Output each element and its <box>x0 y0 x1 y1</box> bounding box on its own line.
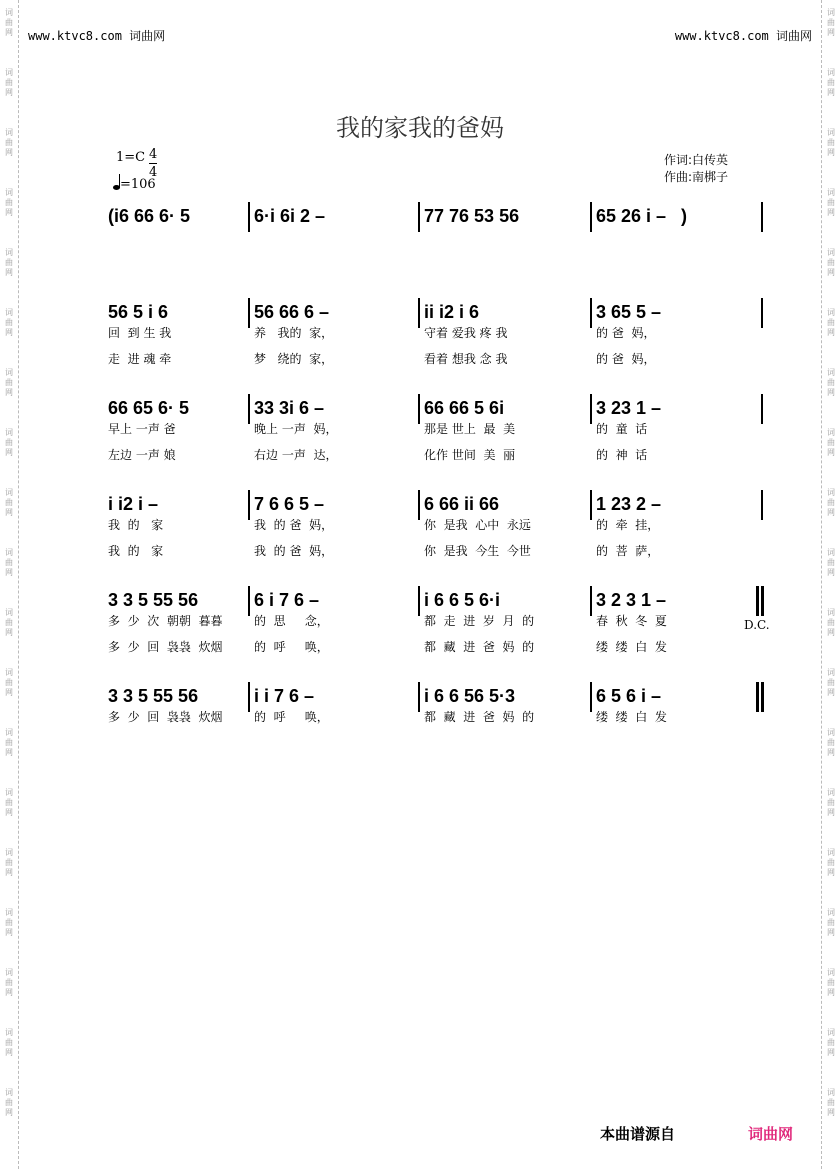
watermark-unit <box>822 180 840 240</box>
watermark-char: 网 <box>827 148 835 157</box>
watermark-char: 网 <box>827 268 835 277</box>
measure-lyrics: 春 秋 冬 夏 <box>596 614 667 628</box>
barline <box>761 394 763 424</box>
watermark-char: 网 <box>827 1108 835 1117</box>
watermark-char: 网 <box>5 868 13 877</box>
watermark-char: 网 <box>827 988 835 997</box>
watermark-unit <box>822 420 840 480</box>
measure-notes: i 6 6 5 6·i <box>424 590 501 610</box>
measure-lyrics: 左边 一声 娘 <box>108 448 176 462</box>
watermark-unit <box>822 360 840 420</box>
watermark-char: 网 <box>5 928 13 937</box>
left-watermark-strip <box>0 0 19 1169</box>
watermark-char: 词 <box>5 548 13 557</box>
watermark-char: 曲 <box>5 1038 13 1047</box>
watermark-unit <box>0 240 18 300</box>
barline <box>761 202 763 232</box>
time-top: 4 <box>149 147 158 162</box>
barline <box>248 394 250 424</box>
watermark-char: 曲 <box>5 378 13 387</box>
measure-lyrics: 都 藏 进 爸 妈 的 <box>424 710 535 724</box>
watermark-char: 词 <box>827 188 835 197</box>
watermark-char: 词 <box>5 608 13 617</box>
watermark-char: 网 <box>5 688 13 697</box>
watermark-char: 词 <box>5 488 13 497</box>
watermark-unit <box>0 1020 18 1080</box>
watermark-char: 词 <box>5 668 13 677</box>
barline <box>418 682 420 712</box>
watermark-unit <box>822 780 840 840</box>
measure-notes: i 6 6 56 5·3 <box>424 686 516 706</box>
measure-lyrics: 那是 世上 最 美 <box>424 422 516 436</box>
watermark-char: 曲 <box>827 918 835 927</box>
measure-lyrics: 都 走 进 岁 月 的 <box>424 614 535 628</box>
measure-notes: 3 2 3 1 – <box>596 590 667 610</box>
watermark-char: 网 <box>827 508 835 517</box>
watermark-char: 词 <box>5 1088 13 1097</box>
quarter-note-icon <box>113 185 120 190</box>
watermark-char: 词 <box>827 608 835 617</box>
watermark-char: 网 <box>5 268 13 277</box>
watermark-unit <box>0 840 18 900</box>
watermark-unit <box>822 480 840 540</box>
time-bottom: 4 <box>149 165 158 180</box>
watermark-char: 词 <box>827 428 835 437</box>
measure-lyrics: 都 藏 进 爸 妈 的 <box>424 640 535 654</box>
measure-notes: 6 5 6 i – <box>596 686 662 706</box>
measure-lyrics: 多 少 次 朝朝 暮暮 <box>108 614 223 628</box>
watermark-char: 曲 <box>827 1038 835 1047</box>
watermark-char: 词 <box>5 1028 13 1037</box>
watermark-unit <box>822 1020 840 1080</box>
measure-notes: 33 3i 6 – <box>254 398 325 418</box>
watermark-char: 曲 <box>827 978 835 987</box>
watermark-char: 网 <box>5 448 13 457</box>
watermark-char: 曲 <box>5 738 13 747</box>
barline <box>418 586 420 616</box>
watermark-char: 曲 <box>827 18 835 27</box>
watermark-char: 曲 <box>827 378 835 387</box>
measure-lyrics: 走 进 魂 牵 <box>108 352 172 366</box>
measure-lyrics: 的 牵 挂， <box>596 518 660 532</box>
watermark-char: 词 <box>827 128 835 137</box>
measure-lyrics: 我 的 家 <box>108 544 164 558</box>
tempo-marking <box>113 177 156 192</box>
watermark-char: 曲 <box>5 918 13 927</box>
measure-lyrics: 的 菩 萨， <box>596 544 660 558</box>
watermark-unit <box>822 240 840 300</box>
watermark-char: 曲 <box>5 618 13 627</box>
measure-lyrics: 我 的 家 <box>108 518 164 532</box>
dc-mark: D.C. <box>744 618 770 632</box>
barline <box>590 394 592 424</box>
measure-notes: i i2 i – <box>108 494 159 514</box>
watermark-char: 词 <box>5 128 13 137</box>
watermark-char: 曲 <box>827 738 835 747</box>
watermark-char: 网 <box>5 88 13 97</box>
watermark-char: 曲 <box>5 558 13 567</box>
watermark-char: 曲 <box>827 78 835 87</box>
measure-notes: 1 23 2 – <box>596 494 662 514</box>
measure-lyrics: 的 神 话 <box>596 448 648 462</box>
measure-lyrics: 缕 缕 白 发 <box>596 640 667 654</box>
watermark-char: 词 <box>827 548 835 557</box>
barline <box>590 682 592 712</box>
watermark-char: 词 <box>5 68 13 77</box>
barline <box>418 298 420 328</box>
measure-notes: 56 66 6 – <box>254 302 330 322</box>
watermark-char: 词 <box>827 248 835 257</box>
watermark-char: 词 <box>5 188 13 197</box>
watermark-char: 曲 <box>827 138 835 147</box>
measure-lyrics: 晚上 一声 妈， <box>254 422 338 436</box>
barline <box>761 490 763 520</box>
key-signature <box>116 147 158 180</box>
measure-lyrics: 右边 一声 达， <box>254 448 338 462</box>
song-title: 我的家我的爸妈 <box>336 114 504 142</box>
barline <box>590 490 592 520</box>
watermark-char: 词 <box>827 788 835 797</box>
barline <box>590 586 592 616</box>
watermark-unit <box>822 660 840 720</box>
watermark-char: 曲 <box>827 258 835 267</box>
footer-brand: 词曲网 <box>748 1125 794 1143</box>
watermark-char: 词 <box>827 1088 835 1097</box>
watermark-char: 网 <box>827 88 835 97</box>
barline <box>248 490 250 520</box>
watermark-char: 网 <box>827 568 835 577</box>
watermark-char: 词 <box>5 368 13 377</box>
watermark-char: 曲 <box>5 318 13 327</box>
watermark-char: 曲 <box>5 258 13 267</box>
measure-lyrics: 守着 爱我 疼 我 <box>424 326 508 340</box>
watermark-unit <box>822 600 840 660</box>
watermark-char: 词 <box>5 308 13 317</box>
watermark-char: 曲 <box>827 1098 835 1107</box>
measure-lyrics: 回 到 生 我 <box>108 326 172 340</box>
watermark-char: 网 <box>827 1048 835 1057</box>
watermark-char: 网 <box>827 808 835 817</box>
composer: 作曲:南梆子 <box>664 170 729 184</box>
watermark-unit <box>0 1080 18 1140</box>
measure-lyrics: 的 呼 唤， <box>254 710 329 724</box>
header-url-right: www.ktvc8.com 词曲网 <box>674 29 812 43</box>
watermark-char: 曲 <box>5 978 13 987</box>
credits <box>664 152 728 186</box>
watermark-unit <box>0 780 18 840</box>
watermark-char: 曲 <box>5 18 13 27</box>
tempo-value: =106 <box>120 177 156 192</box>
watermark-char: 词 <box>827 728 835 737</box>
measure-notes: 6·i 6i 2 – <box>254 206 326 226</box>
watermark-char: 词 <box>5 428 13 437</box>
watermark-char: 网 <box>827 628 835 637</box>
watermark-unit <box>0 0 18 60</box>
time-signature <box>149 146 157 181</box>
watermark-char: 网 <box>5 988 13 997</box>
watermark-char: 网 <box>827 388 835 397</box>
header-url-left: www.ktvc8.com 词曲网 <box>28 29 166 43</box>
measure-lyrics: 早上 一声 爸 <box>108 422 176 436</box>
watermark-char: 曲 <box>827 438 835 447</box>
watermark-unit <box>0 540 18 600</box>
watermark-unit <box>0 300 18 360</box>
barline <box>761 586 764 616</box>
watermark-char: 词 <box>827 1028 835 1037</box>
watermark-char: 曲 <box>5 438 13 447</box>
watermark-char: 网 <box>5 208 13 217</box>
key-label: 1=C <box>116 150 146 165</box>
watermark-char: 曲 <box>5 678 13 687</box>
watermark-char: 词 <box>5 968 13 977</box>
measure-lyrics: 多 少 回 袅袅 炊烟 <box>108 640 223 654</box>
watermark-unit <box>0 420 18 480</box>
watermark-unit <box>0 960 18 1020</box>
measure-notes: 65 26 i – ) <box>596 206 688 226</box>
measure-notes: 6 i 7 6 – <box>254 590 320 610</box>
barline <box>418 490 420 520</box>
watermark-char: 词 <box>5 848 13 857</box>
measure-lyrics: 看着 想我 念 我 <box>424 352 508 366</box>
watermark-char: 词 <box>827 848 835 857</box>
watermark-unit <box>822 960 840 1020</box>
lyricist: 作词:白传英 <box>664 153 729 167</box>
watermark-char: 网 <box>5 148 13 157</box>
watermark-char: 网 <box>827 208 835 217</box>
watermark-char: 词 <box>827 968 835 977</box>
barline <box>590 202 592 232</box>
watermark-char: 曲 <box>827 858 835 867</box>
watermark-char: 曲 <box>5 138 13 147</box>
watermark-char: 词 <box>827 368 835 377</box>
watermark-char: 网 <box>827 688 835 697</box>
measure-lyrics: 我 的 爸 妈， <box>254 544 334 558</box>
watermark-char: 词 <box>827 908 835 917</box>
barline <box>761 298 763 328</box>
watermark-char: 词 <box>5 8 13 17</box>
watermark-char: 网 <box>827 928 835 937</box>
measure-lyrics: 梦 绕的 家， <box>254 352 334 366</box>
watermark-char: 网 <box>827 28 835 37</box>
watermark-char: 网 <box>827 748 835 757</box>
barline <box>590 298 592 328</box>
watermark-unit <box>0 480 18 540</box>
watermark-unit <box>822 840 840 900</box>
barline <box>248 202 250 232</box>
watermark-unit <box>822 540 840 600</box>
watermark-char: 曲 <box>827 798 835 807</box>
measure-lyrics: 缕 缕 白 发 <box>596 710 667 724</box>
watermark-char: 网 <box>5 568 13 577</box>
watermark-unit <box>822 720 840 780</box>
watermark-unit <box>822 300 840 360</box>
measure-lyrics: 养 我的 家， <box>254 326 334 340</box>
measure-lyrics: 你 是我 今生 今世 <box>424 544 531 558</box>
watermark-unit <box>822 900 840 960</box>
measure-notes: 6 66 ii 66 <box>424 494 500 514</box>
watermark-char: 网 <box>5 628 13 637</box>
measure-lyrics: 我 的 爸 妈， <box>254 518 334 532</box>
watermark-char: 网 <box>5 1108 13 1117</box>
measure-lyrics: 的 爸 妈， <box>596 352 656 366</box>
watermark-char: 词 <box>5 728 13 737</box>
watermark-unit <box>0 360 18 420</box>
watermark-unit <box>0 600 18 660</box>
watermark-unit <box>822 1080 840 1140</box>
measure-lyrics: 的 呼 唤， <box>254 640 329 654</box>
watermark-char: 网 <box>5 388 13 397</box>
watermark-char: 词 <box>5 788 13 797</box>
measure-lyrics: 化作 世间 美 丽 <box>424 448 516 462</box>
measure-notes: i i 7 6 – <box>254 686 315 706</box>
watermark-char: 词 <box>827 8 835 17</box>
watermark-char: 网 <box>5 1048 13 1057</box>
measure-notes: ii i2 i 6 <box>424 302 480 322</box>
watermark-char: 网 <box>5 808 13 817</box>
watermark-char: 网 <box>5 508 13 517</box>
measure-notes: 3 23 1 – <box>596 398 662 418</box>
measure-lyrics: 的 童 话 <box>596 422 648 436</box>
barline <box>418 202 420 232</box>
measure-notes: 56 5 i 6 <box>108 302 169 322</box>
watermark-char: 词 <box>5 248 13 257</box>
measure-notes: 66 66 5 6i <box>424 398 505 418</box>
measure-lyrics: 多 少 回 袅袅 炊烟 <box>108 710 223 724</box>
measure-notes: (i6 66 6· 5 <box>108 206 191 226</box>
measure-notes: 3 3 5 55 56 <box>108 686 199 706</box>
watermark-char: 词 <box>827 308 835 317</box>
watermark-char: 曲 <box>827 678 835 687</box>
right-watermark-strip <box>821 0 840 1169</box>
measure-notes: 77 76 53 56 <box>424 206 520 226</box>
measure-notes: 3 3 5 55 56 <box>108 590 199 610</box>
watermark-char: 曲 <box>827 618 835 627</box>
watermark-unit <box>0 720 18 780</box>
measure-notes: 3 65 5 – <box>596 302 662 322</box>
watermark-char: 曲 <box>5 1098 13 1107</box>
watermark-char: 曲 <box>827 318 835 327</box>
watermark-char: 词 <box>5 908 13 917</box>
watermark-char: 曲 <box>5 858 13 867</box>
watermark-char: 曲 <box>827 498 835 507</box>
watermark-unit <box>0 900 18 960</box>
watermark-char: 曲 <box>5 198 13 207</box>
measure-lyrics: 的 思 念， <box>254 614 329 628</box>
measure-lyrics: 你 是我 心中 永远 <box>424 518 531 532</box>
barline <box>418 394 420 424</box>
barline <box>248 298 250 328</box>
watermark-char: 曲 <box>827 198 835 207</box>
barline <box>248 586 250 616</box>
watermark-char: 曲 <box>827 558 835 567</box>
watermark-unit <box>0 660 18 720</box>
watermark-char: 网 <box>827 868 835 877</box>
measure-lyrics: 的 爸 妈， <box>596 326 656 340</box>
footer-source-label: 本曲谱源自 <box>600 1125 676 1143</box>
measure-notes: 7 6 6 5 – <box>254 494 325 514</box>
watermark-char: 网 <box>5 328 13 337</box>
measure-notes: 66 65 6· 5 <box>108 398 190 418</box>
watermark-char: 网 <box>827 448 835 457</box>
watermark-char: 曲 <box>5 498 13 507</box>
watermark-char: 网 <box>827 328 835 337</box>
barline <box>761 682 764 712</box>
watermark-char: 词 <box>827 668 835 677</box>
watermark-char: 词 <box>827 68 835 77</box>
watermark-char: 词 <box>827 488 835 497</box>
watermark-unit <box>0 180 18 240</box>
watermark-char: 网 <box>5 748 13 757</box>
barline <box>248 682 250 712</box>
watermark-char: 曲 <box>5 798 13 807</box>
watermark-char: 网 <box>5 28 13 37</box>
watermark-unit <box>822 0 840 60</box>
watermark-char: 曲 <box>5 78 13 87</box>
